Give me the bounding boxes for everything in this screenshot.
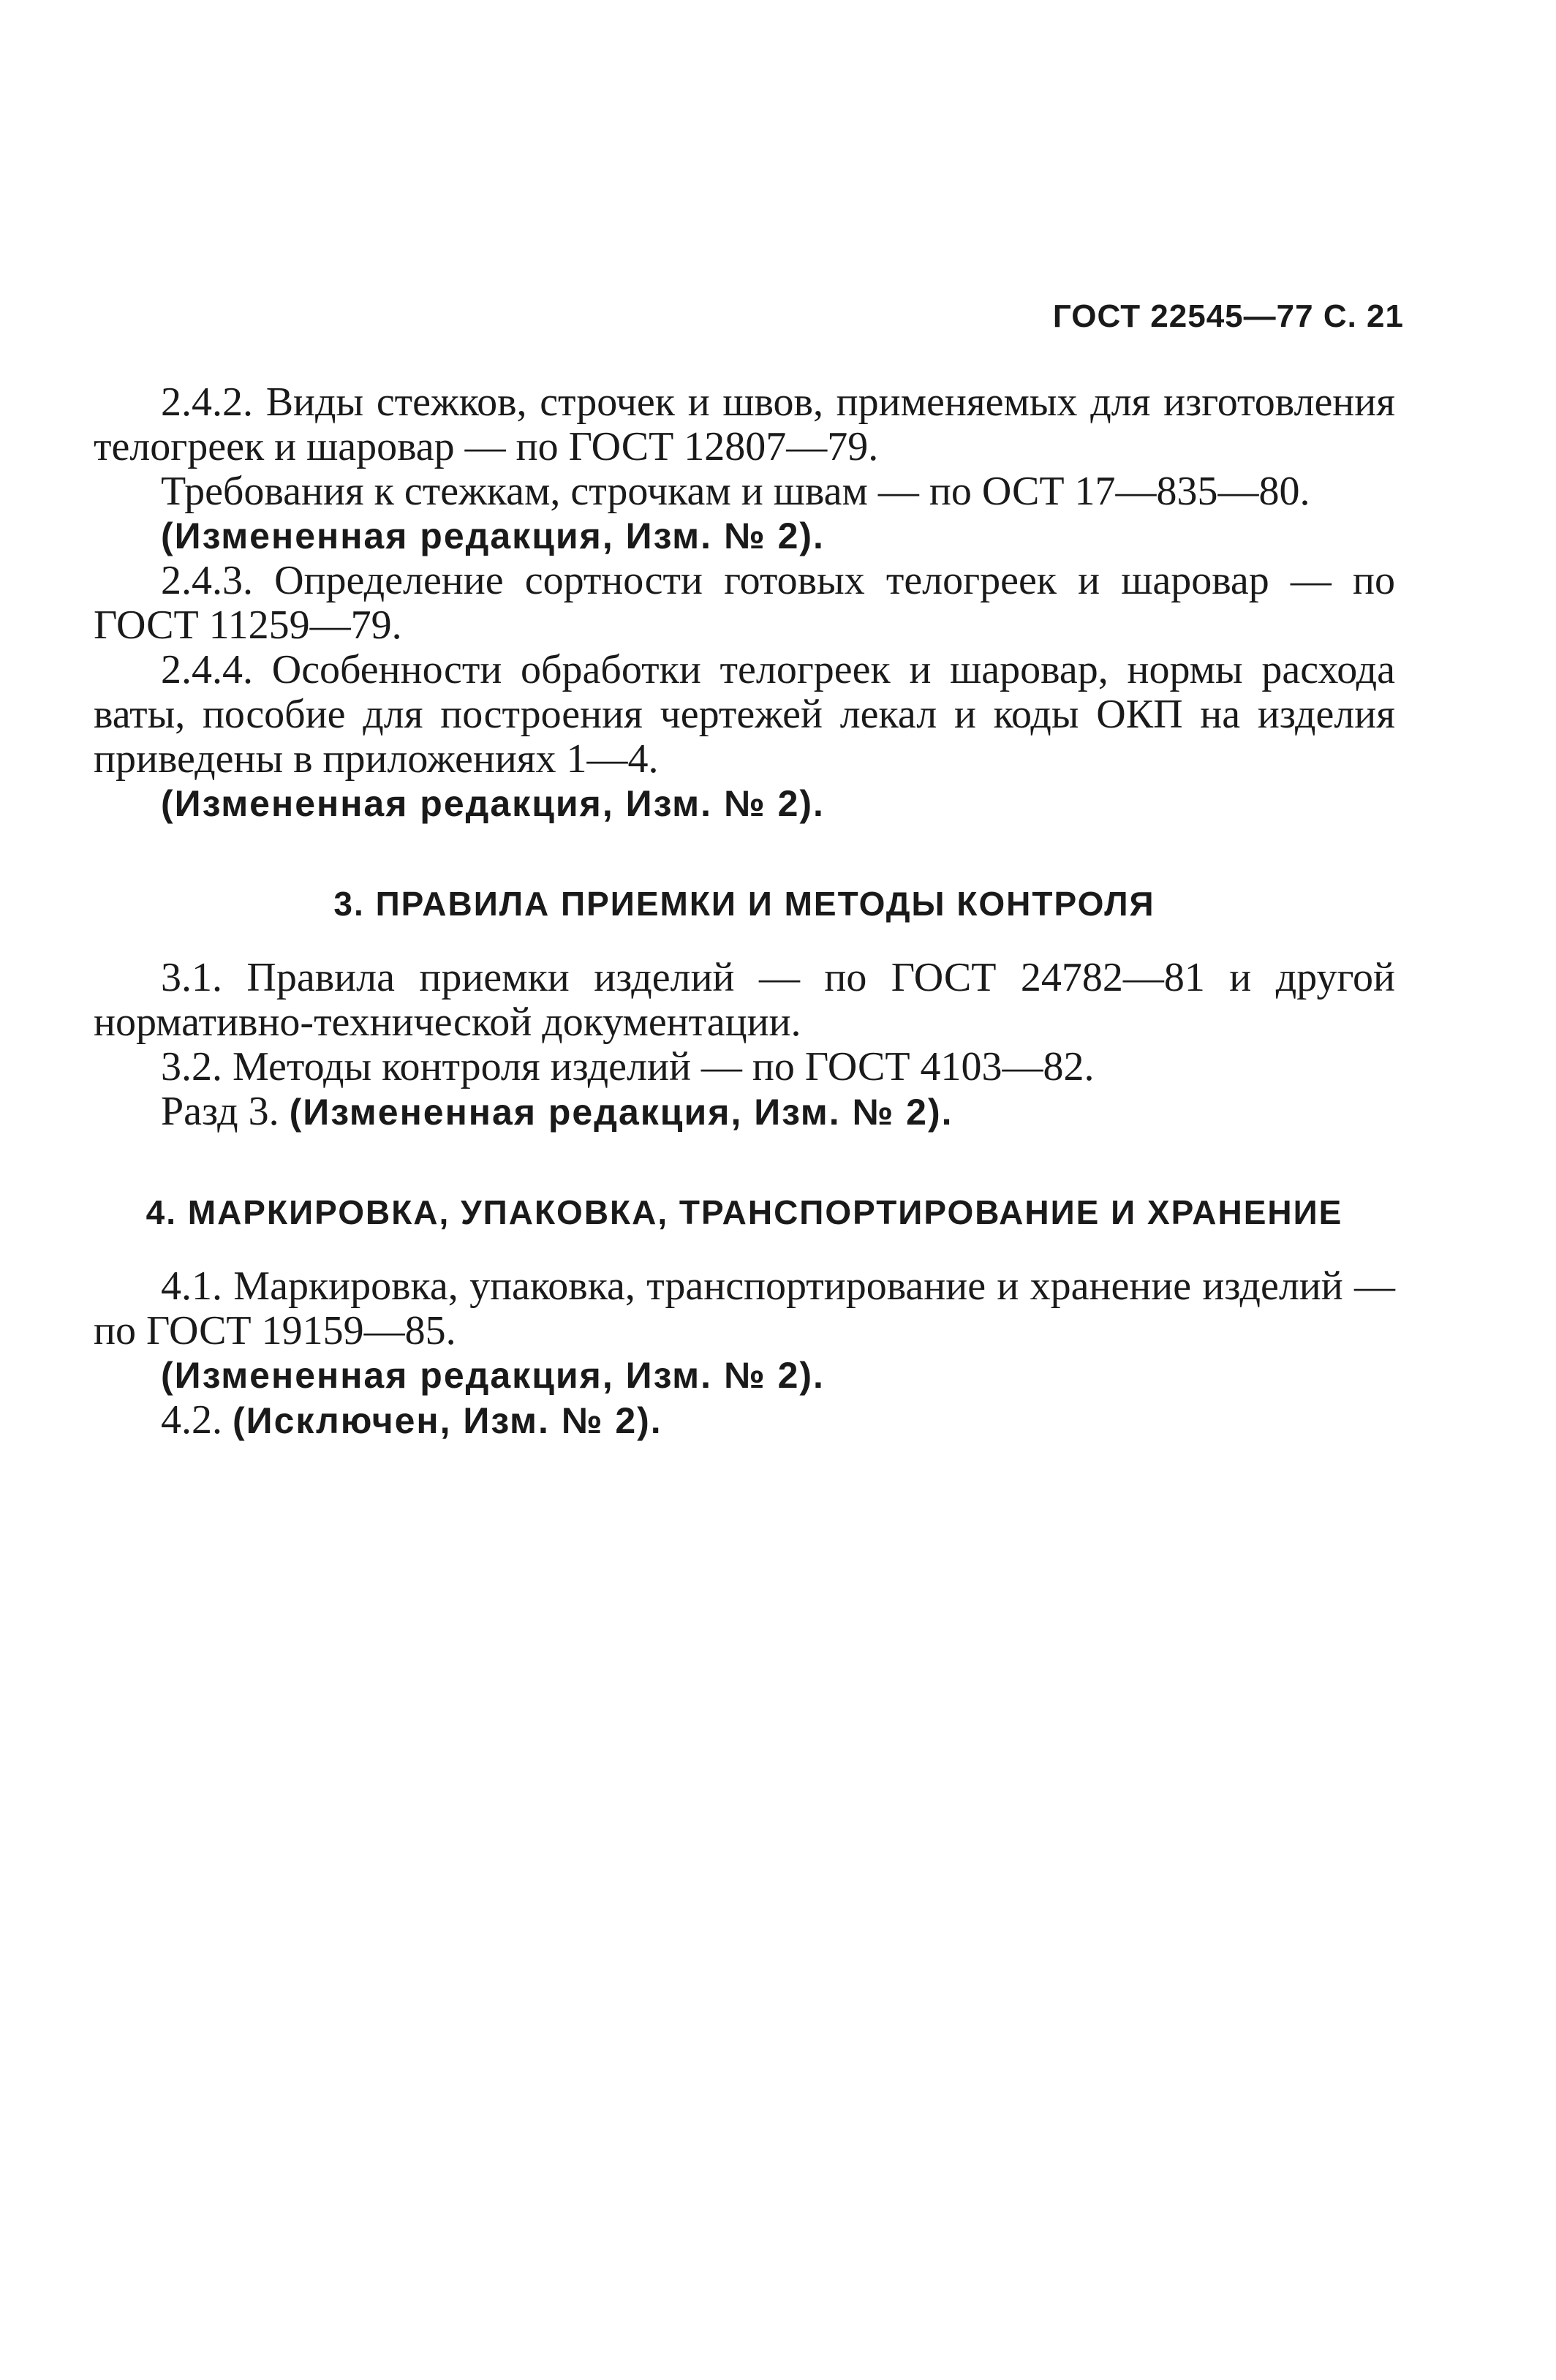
amendment-note: (Измененная редакция, Изм. № 2). (289, 1092, 953, 1133)
amendment-note: (Измененная редакция, Изм. № 2). (161, 1355, 825, 1396)
clause-2-4-2-requirements: Требования к стежкам, строчкам и швам — по ОСТ 17—835—80. (161, 469, 1310, 514)
document-body (94, 380, 1395, 1443)
section-3-heading: 3. ПРАВИЛА ПРИЕМКИ И МЕТОДЫ КОНТРОЛЯ (333, 885, 1155, 923)
section-ref: Разд 3. (161, 1089, 279, 1134)
clause-3-1: 3.1. Правила приемки изделий — по ГОСТ 24782—81 и другой нормативно-технической документации. (94, 955, 1395, 1045)
clause-2-4-3: 2.4.3. Определение сортности готовых телогреек и шаровар — по ГОСТ 11259—79. (94, 558, 1395, 648)
page-header (1053, 298, 1404, 335)
document-number: ГОСТ 22545—77 (1052, 298, 1314, 334)
excluded-note: (Исключен, Изм. № 2). (233, 1400, 662, 1441)
clause-3-2: 3.2. Методы контроля изделий — по ГОСТ 4103—82. (161, 1044, 1095, 1089)
clause-number: 4.2. (161, 1397, 222, 1443)
page-number: С. 21 (1323, 298, 1404, 334)
amendment-note: (Измененная редакция, Изм. № 2). (161, 515, 825, 556)
clause-4-1: 4.1. Маркировка, упаковка, транспортирование и хранение изделий — по ГОСТ 19159—85. (94, 1263, 1395, 1353)
clause-4-2 (94, 1398, 1395, 1443)
clause-2-4-2: 2.4.2. Виды стежков, строчек и швов, применяемых для изготовления телогреек и шаровар — по ГОСТ 12807—79. (94, 379, 1395, 469)
section-3-amendment (94, 1089, 1395, 1135)
clause-2-4-4: 2.4.4. Особенности обработки телогреек и шаровар, нормы расхода ваты, пособие для построения чертежей лекал и коды ОКП на изделия приведены в приложениях 1—4. (94, 647, 1395, 782)
amendment-note: (Измененная редакция, Изм. № 2). (161, 783, 825, 824)
section-4-heading: 4. МАРКИРОВКА, УПАКОВКА, ТРАНСПОРТИРОВАНИЕ И ХРАНЕНИЕ (146, 1193, 1343, 1231)
